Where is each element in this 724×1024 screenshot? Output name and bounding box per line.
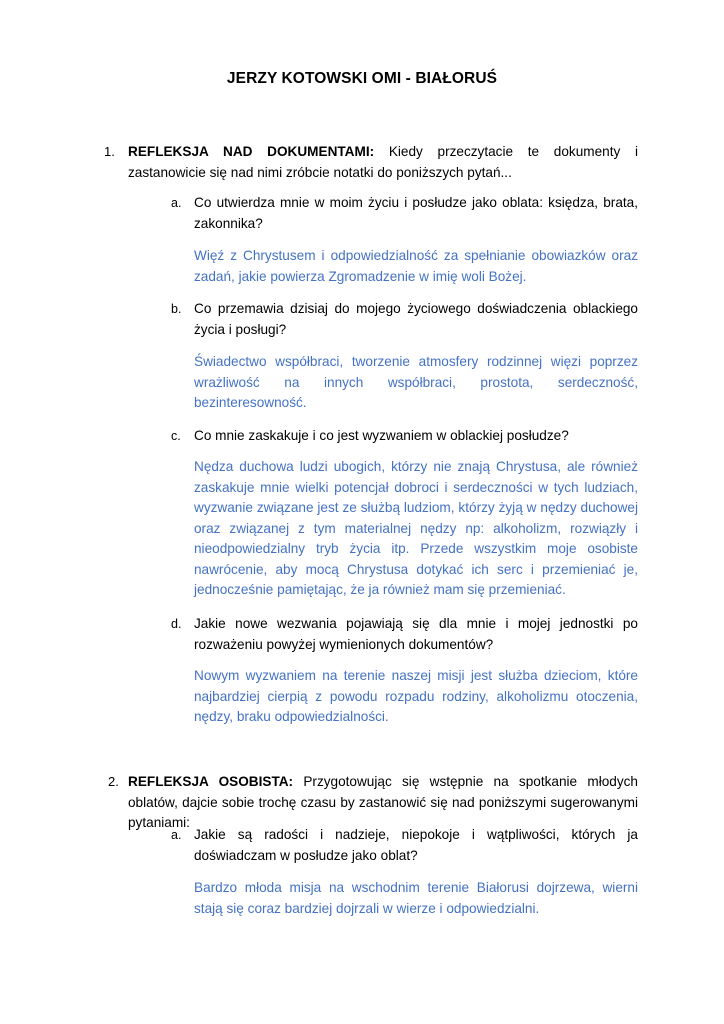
answer-text: Świadectwo współbraci, tworzenie atmosfery rodzinnej więzi poprzez wrażliwość na innych współbraci, prostota, serdeczność, bezinteresowność. — [194, 354, 638, 410]
section-intro-text: Przygotowując się wstępnie na spotkanie młodych oblatów, dajcie sobie trochę czasu by zastanowić się nad poniższymi sugerowanymi pytaniami: — [128, 774, 638, 830]
question-text: Co utwierdza mnie w moim życiu i posłudze jako oblata: księdza, brata, zakonnika? — [194, 195, 638, 231]
question-letter: d. — [171, 617, 182, 631]
question-text: Co przemawia dzisiaj do mojego życiowego doświadczenia oblackiego życia i posługi? — [194, 301, 638, 337]
page-title: JERZY KOTOWSKI OMI - BIAŁORUŚ — [226, 70, 498, 87]
question-letter: a. — [171, 196, 182, 210]
question-letter: b. — [171, 302, 182, 316]
question-text: Co mnie zaskakuje i co jest wyzwaniem w oblackiej posłudze? — [194, 428, 569, 443]
section-heading: REFLEKSJA OSOBISTA: — [128, 774, 294, 789]
question-text: Jakie nowe wezwania pojawiają się dla mnie i mojej jednostki po rozważeniu powyżej wymienionych dokumentów? — [194, 616, 638, 652]
section-intro-text: Kiedy przeczytacie te dokumenty i zastanowicie się nad nimi zróbcie notatki do poniższych pytań... — [128, 144, 638, 180]
section-heading: REFLEKSJA NAD DOKUMENTAMI: — [128, 144, 375, 159]
section-number: 2. — [108, 774, 119, 789]
section-intro — [128, 142, 638, 183]
question-text: Jakie są radości i nadzieje, niepokoje i wątpliwości, których ja doświadczam w posłudze jako oblat? — [194, 827, 638, 863]
section-number: 1. — [104, 144, 115, 159]
answer-text: Nowym wyzwaniem na terenie naszej misji jest służba dzieciom, które najbardziej cierpią z powodu rozpadu rodziny, alkoholizmu otoczenia, nędzy, braku odpowiedzialności. — [194, 668, 638, 724]
answer-text: Więź z Chrystusem i odpowiedzialność za spełnianie obowiazków oraz zadań, jakie powierza Zgromadzenie w imię woli Bożej. — [194, 248, 638, 284]
answer-text: Bardzo młoda misja na wschodnim terenie Białorusi dojrzewa, wierni stają się coraz bardziej dojrzali w wierze i odpowiedzialni. — [194, 880, 638, 916]
answer-text: Nędza duchowa ludzi ubogich, którzy nie znają Chrystusa, ale również zaskakuje mnie wielki potencjał dobroci i serdeczności w tych ludziach, wyzwanie związane jest ze służbą ludziom, którzy żyją w nędzy duchowej oraz związanej z tym materialnej nędzy np: alkoholizm, rozwiązły i nieodpowiedzialny tryb życia itp. Przede wszystkim moje osobiste nawrócenie, aby mocą Chrystusa dotykać ich serc i przemieniać je, jednocześnie pamiętając, że ja również mam się przemieniać. — [194, 459, 638, 597]
question-letter: c. — [171, 429, 181, 443]
question-letter: a. — [171, 828, 182, 842]
